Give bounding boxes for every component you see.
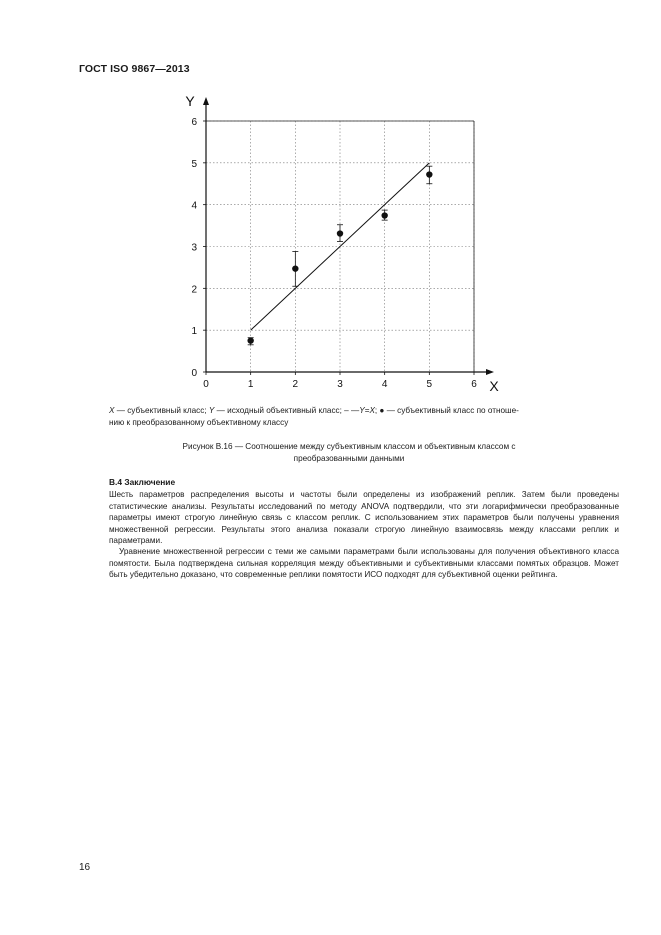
x-tick-label: 3 <box>337 379 343 390</box>
data-point <box>381 212 387 218</box>
y-tick-label: 1 <box>191 326 197 338</box>
y-axis-arrow-icon <box>203 97 209 105</box>
x-tick-label: 0 <box>203 379 209 390</box>
page-number: 16 <box>79 862 91 873</box>
figure-caption-line2: преобразованными данными <box>293 454 405 463</box>
legend-y-desc: — исходный объективный класс; – — <box>214 406 360 415</box>
y-tick-label: 2 <box>191 284 197 296</box>
chart-svg <box>174 92 514 397</box>
data-point <box>337 230 343 236</box>
y-tick-label: 4 <box>191 200 197 212</box>
y-tick-label: 3 <box>191 242 197 254</box>
x-tick-label: 6 <box>471 379 477 390</box>
document-header: ГОСТ ISO 9867—2013 <box>79 63 190 75</box>
data-point <box>247 337 253 343</box>
legend-x-desc: — субъективный класс; <box>114 406 209 415</box>
y-tick-label: 0 <box>191 368 197 379</box>
y-axis-label: Y <box>185 93 195 109</box>
x-axis-label: X <box>489 378 499 394</box>
section-heading: В.4 Заключение <box>109 477 176 487</box>
y-tick-label: 5 <box>191 158 197 170</box>
x-tick-label: 2 <box>292 379 299 390</box>
y-tick-label: 6 <box>191 117 197 128</box>
x-axis-arrow-icon <box>486 369 494 375</box>
figure-caption-line1: Рисунок В.16 — Соотношение между субъективным классом и объективным классом с <box>182 442 516 451</box>
section-paragraph-1: Шесть параметров распределения высоты и частоты были определены из изображений реплик. Затем были проведены статистические анализы. Результаты исследований по методу ANOVA подтвердили, что эти логарифмически преобразованные параметры имеют строгую линейную связь с классом реплик. С использованием этих параметров были получены уравнения множественной регрессии. Результаты этого анализа показали строгую линейную взаимосвязь между классами реплик и параметрами. <box>109 490 619 546</box>
x-tick-label: 5 <box>426 379 433 390</box>
legend-x-symbol: X <box>109 406 115 415</box>
section-paragraph-2: Уравнение множественной регрессии с теми же самыми параметрами были использованы для получения объективного класса помятости. Была подтверждена сильная корреляция между объективными и субъективными классами помятых образцов. Может быть убедительно доказано, что современные реплики помятости ИСО подходят для субъективной оценки рейтинга. <box>109 547 619 580</box>
legend-line-symbol: Y=X <box>359 406 375 415</box>
data-point <box>292 265 298 271</box>
x-tick-label: 4 <box>381 379 388 390</box>
legend-y-symbol: Y <box>208 406 215 415</box>
data-point <box>426 171 432 177</box>
legend-point-desc: ; ● — субъективный класс по отноше- <box>374 406 519 415</box>
figure-legend <box>109 405 619 428</box>
figure-caption <box>109 441 589 465</box>
x-tick-label: 1 <box>247 379 254 390</box>
conclusion-section <box>109 477 619 581</box>
legend-line2: нию к преобразованному объективному классу <box>109 417 289 427</box>
scatter-chart <box>174 92 514 397</box>
